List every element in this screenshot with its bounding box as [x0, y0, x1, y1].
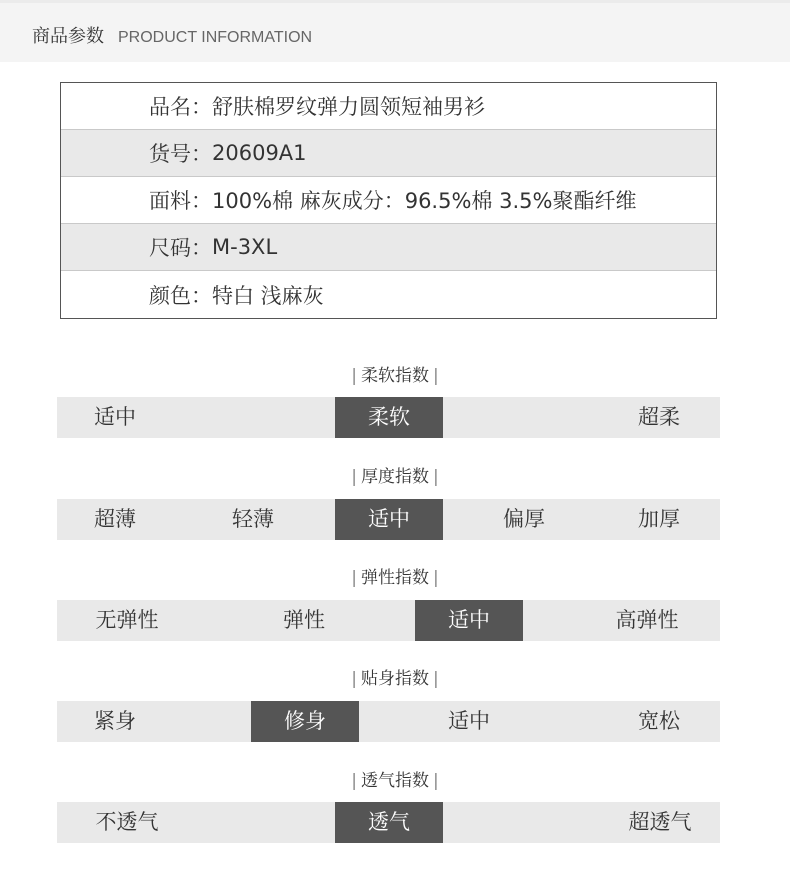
fit-scale	[57, 701, 720, 742]
fit-index-title: | 贴身指数 |	[351, 669, 439, 689]
info-row-color	[61, 271, 716, 318]
scale-option: 适中	[448, 709, 490, 733]
elasticity-scale	[57, 600, 720, 641]
scale-option: 超薄	[94, 507, 136, 531]
index-title-text: 弹性指数	[361, 568, 429, 588]
breathability-scale	[57, 802, 720, 843]
info-row-size	[61, 224, 716, 271]
scale-option: 加厚	[638, 507, 680, 531]
scale-option: 高弹性	[615, 608, 679, 632]
scale-option-selected: 适中	[335, 499, 443, 540]
info-row-sku	[61, 130, 716, 177]
info-value: M-3XL	[212, 235, 278, 259]
thickness-index-title: | 厚度指数 |	[351, 467, 439, 487]
section-title	[32, 22, 312, 48]
header-top-line	[0, 0, 790, 3]
scale-option: 宽松	[638, 709, 680, 733]
index-title-text: 柔软指数	[361, 366, 429, 386]
info-value: 舒肤棉罗纹弹力圆领短袖男衫	[212, 95, 485, 119]
index-title-text: 贴身指数	[361, 669, 429, 689]
softness-scale	[57, 397, 720, 438]
scale-option-selected: 透气	[335, 802, 443, 843]
index-title-text: 厚度指数	[361, 467, 429, 487]
breathability-index-title: | 透气指数 |	[351, 771, 439, 791]
thickness-scale	[57, 499, 720, 540]
scale-option-selected: 适中	[415, 600, 523, 641]
scale-option: 超透气	[628, 810, 692, 834]
index-title-text: 透气指数	[361, 771, 429, 791]
info-key: 颜色：	[149, 283, 212, 308]
info-key: 品名：	[149, 95, 212, 119]
info-key: 面料：	[149, 189, 212, 213]
product-info-table	[60, 82, 717, 319]
scale-option: 不透气	[95, 810, 159, 834]
scale-option: 适中	[94, 405, 136, 429]
info-value: 20609A1	[212, 141, 307, 165]
scale-option: 超柔	[638, 405, 680, 429]
info-key: 货号：	[149, 142, 212, 166]
info-row-name	[61, 83, 716, 130]
softness-index-title: | 柔软指数 |	[351, 366, 439, 386]
scale-option: 偏厚	[503, 507, 545, 531]
scale-option-selected: 柔软	[335, 397, 443, 438]
section-title-cn: 商品参数	[32, 26, 104, 47]
section-title-en: PRODUCT INFORMATION	[118, 29, 313, 46]
scale-option-selected: 修身	[251, 701, 359, 742]
info-row-fabric	[61, 177, 716, 224]
info-key: 尺码：	[149, 236, 212, 260]
scale-option: 紧身	[94, 709, 136, 733]
elasticity-index-title: | 弹性指数 |	[351, 568, 439, 588]
scale-option: 轻薄	[232, 507, 274, 531]
info-value: 100%棉 麻灰成分：96.5%棉 3.5%聚酯纤维	[212, 189, 637, 213]
scale-option: 无弹性	[95, 608, 159, 632]
scale-option: 弹性	[283, 608, 325, 632]
info-value: 特白 浅麻灰	[212, 283, 324, 308]
